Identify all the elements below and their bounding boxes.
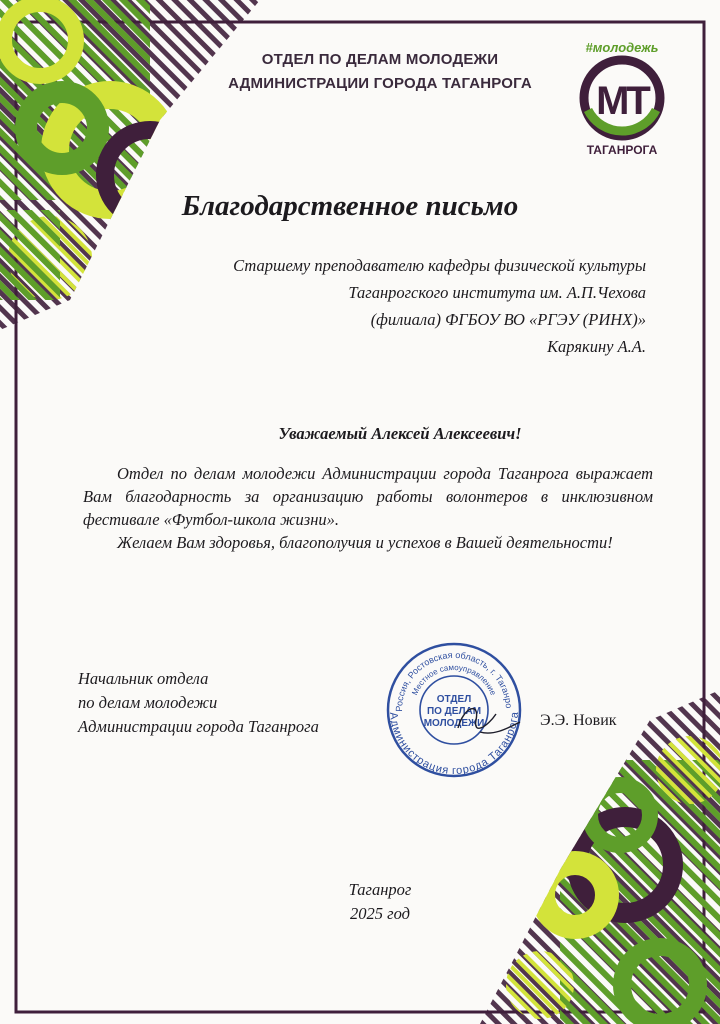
- recipient-line-3: (филиала) ФГБОУ ВО «РГЭУ (РИНХ)»: [370, 310, 646, 329]
- place-and-year: [300, 878, 460, 926]
- body-paragraph-2: Желаем Вам здоровья, благополучия и успехов в Вашей деятельности!: [117, 533, 613, 552]
- recipient-line-4: Карякину А.А.: [547, 337, 646, 356]
- stamp-ring-inner: Местное самоуправление: [410, 662, 498, 697]
- recipient-line-2: Таганрогского института им. А.П.Чехова: [348, 283, 646, 302]
- signatory-line-2: по делам молодежи: [78, 693, 218, 712]
- logo-mark: МТ: [596, 79, 648, 123]
- signatory-line-3: Администрации города Таганрога: [78, 717, 319, 736]
- signatory-name: Э.Э. Новик: [540, 712, 617, 729]
- stamp-center-2: ПО ДЕЛАМ: [426, 706, 482, 717]
- logo-city: ТАГАНРОГА: [586, 143, 658, 157]
- signatory-line-1: Начальник отдела: [78, 669, 209, 688]
- document-title: Благодарственное письмо: [181, 190, 519, 222]
- stamp-ring-top: Россия, Ростовская область, г. Таганро: [393, 649, 515, 712]
- body-paragraph-1: Отдел по делам молодежи Администрации города Таганрога выражает Вам благодарность за организацию работы волонтеров в инклюзивном фестивале «Футбол-школа жизни».: [83, 464, 653, 529]
- recipient-line-1: Старшему преподавателю кафедры физической культуры: [233, 256, 646, 275]
- greeting: Уважаемый Алексей Алексеевич!: [278, 424, 522, 443]
- stamp-center-1: ОТДЕЛ: [436, 694, 472, 705]
- official-stamp: [384, 640, 524, 780]
- stamp-ring-bottom: Администрация города Таганрога: [386, 711, 522, 778]
- header-line-1: ОТДЕЛ ПО ДЕЛАМ МОЛОДЕЖИ: [261, 51, 499, 68]
- recipient-block: [120, 252, 646, 360]
- footer-year: 2025 год: [350, 904, 410, 923]
- header-line-2: АДМИНИСТРАЦИИ ГОРОДА ТАГАНРОГА: [228, 75, 532, 92]
- footer-city: Таганрог: [348, 880, 412, 899]
- signatory-position: [78, 667, 398, 739]
- youth-logo: [566, 30, 678, 160]
- organization-header: [190, 48, 570, 96]
- logo-tag: #молодежь: [585, 40, 659, 55]
- stamp-center-3: МОЛОДЕЖИ: [423, 718, 485, 729]
- letter-body: [83, 462, 653, 554]
